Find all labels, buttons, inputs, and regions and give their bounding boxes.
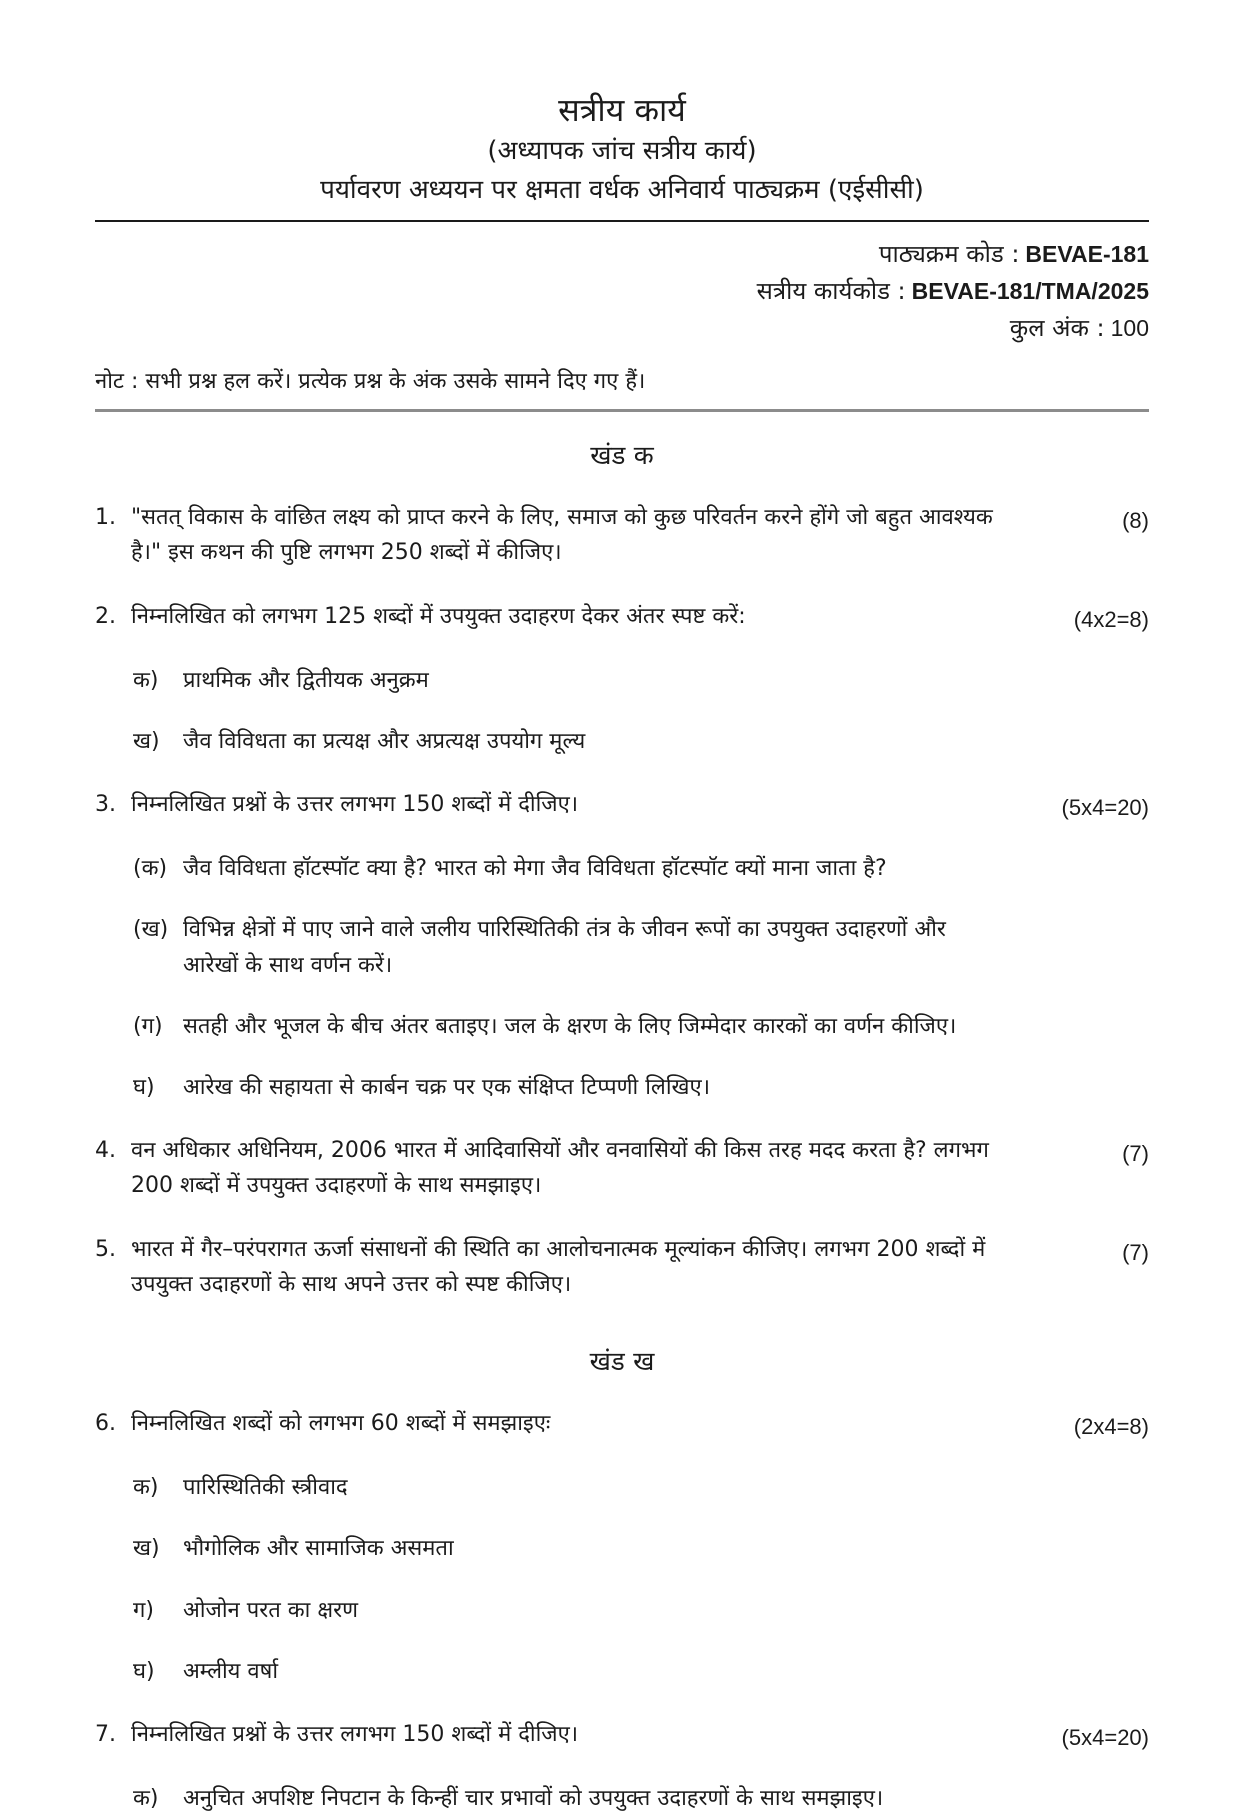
sub-question-3a (133, 851, 1149, 886)
sub-question-text: ओजोन परत का क्षरण (183, 1597, 359, 1623)
course-code-row (95, 236, 1149, 273)
section-a-heading: खंड क (590, 441, 654, 472)
sub-question-text: आरेख की सहायता से कार्बन चक्र पर एक संक्षिप्त टिप्पणी लिखिए। (183, 1075, 711, 1101)
section-b-heading: खंड ख (589, 1346, 655, 1377)
document-header (95, 90, 1149, 210)
sub-question-text: सतही और भूजल के बीच अंतर बताइए। जल के क्षरण के लिए जिम्मेदार कारकों का वर्णन कीजिए। (183, 1013, 957, 1039)
question-7 (95, 1717, 1149, 1755)
question-1 (95, 500, 1149, 570)
sub-question-marker: ख) (133, 1536, 160, 1562)
question-marks: (7) (1122, 1239, 1149, 1265)
note-divider (95, 409, 1149, 412)
sub-question-text: अम्लीय वर्षा (183, 1658, 279, 1684)
sub-question-text: पारिस्थितिकी स्त्रीवाद (183, 1475, 348, 1501)
sub-question-marker: (क) (133, 856, 168, 882)
question-marks: (2x4=8) (1073, 1413, 1149, 1439)
sub-question-marker: ख) (133, 728, 160, 754)
total-marks-value: 100 (1110, 314, 1149, 341)
sub-question-3b (133, 912, 1149, 982)
question-marks: (7) (1122, 1141, 1149, 1167)
question-number: 5. (95, 1236, 116, 1262)
question-text: निम्नलिखित को लगभग 125 शब्दों में उपयुक्त उदाहरण देकर अंतर स्पष्ट करें: (131, 603, 746, 629)
sub-question-text: प्राथमिक और द्वितीयक अनुक्रम (183, 667, 429, 693)
page-title: सत्रीय कार्य (558, 91, 686, 129)
question-text: निम्नलिखित प्रश्नों के उत्तर लगभग 150 शब्दों में दीजिए। (131, 1721, 579, 1747)
sub-question-marker: क) (133, 1786, 159, 1812)
sub-question-6c (133, 1593, 1149, 1628)
assignment-code-label: सत्रीय कार्यकोड : (756, 276, 906, 305)
question-3 (95, 787, 1149, 825)
sub-question-marker: घ) (133, 1658, 155, 1684)
sub-question-marker: क) (133, 667, 159, 693)
question-2 (95, 599, 1149, 637)
question-marks: (4x2=8) (1073, 606, 1149, 632)
sub-question-3d (133, 1070, 1149, 1105)
instruction-note: नोट : सभी प्रश्न हल करें। प्रत्येक प्रश्न के अंक उसके सामने दिए गए हैं। (95, 369, 646, 395)
question-marks: (5x4=20) (1061, 795, 1149, 821)
course-code-label: पाठ्यक्रम कोड : (878, 239, 1020, 268)
course-name-line: पर्यावरण अध्ययन पर क्षमता वर्धक अनिवार्य पाठ्यक्रम (एईसीसी) (320, 174, 924, 205)
sub-question-text: जैव विविधता का प्रत्यक्ष और अप्रत्यक्ष उपयोग मूल्य (183, 728, 586, 754)
question-text: "सतत् विकास के वांछित लक्ष्य को प्राप्त करने के लिए, समाज को कुछ परिवर्तन करने होंगे जो बहुत आवश्यक है।" इस कथन की पुष्टि लगभग 250 शब्दों में कीजिए। (131, 505, 993, 566)
total-marks-label: कुल अंक : (1009, 313, 1105, 342)
sub-question-6d (133, 1654, 1149, 1689)
question-number: 2. (95, 603, 116, 629)
question-number: 3. (95, 792, 116, 818)
sub-question-7a (133, 1781, 1149, 1816)
question-text: निम्नलिखित प्रश्नों के उत्तर लगभग 150 शब्दों में दीजिए। (131, 792, 579, 818)
course-code-value: BEVAE-181 (1025, 240, 1149, 267)
header-divider (95, 220, 1149, 222)
sub-question-marker: क) (133, 1475, 159, 1501)
question-6 (95, 1406, 1149, 1444)
page-subtitle: (अध्यापक जांच सत्रीय कार्य) (487, 135, 757, 166)
sub-question-6a (133, 1470, 1149, 1505)
course-meta-block (95, 236, 1149, 348)
question-text: भारत में गैर–परंपरागत ऊर्जा संसाधनों की स्थिति का आलोचनात्मक मूल्यांकन कीजिए। लगभग 200 शब्दों में उपयुक्त उदाहरणों के साथ अपने उत्तर को स्पष्ट कीजिए। (131, 1236, 986, 1297)
assignment-code-row (95, 273, 1149, 310)
question-text: वन अधिकार अधिनियम, 2006 भारत में आदिवासियों और वनवासियों की किस तरह मदद करता है? लगभग 200 शब्दों में उपयुक्त उदाहरणों के साथ समझाइए। (131, 1138, 989, 1199)
sub-question-marker: घ) (133, 1075, 155, 1101)
question-text: निम्नलिखित शब्दों को लगभग 60 शब्दों में समझाइएः (131, 1410, 551, 1436)
total-marks-row (95, 310, 1149, 347)
sub-question-text: विभिन्न क्षेत्रों में पाए जाने वाले जलीय पारिस्थितिकी तंत्र के जीवन रूपों का उपयुक्त उदाहरणों और आरेखों के साथ वर्णन करें। (183, 917, 946, 978)
sub-question-6b (133, 1531, 1149, 1566)
question-number: 7. (95, 1721, 116, 1747)
sub-question-text: भौगोलिक और सामाजिक असमता (183, 1536, 454, 1562)
question-marks: (5x4=20) (1061, 1724, 1149, 1750)
sub-question-text: जैव विविधता हॉटस्पॉट क्या है? भारत को मेगा जैव विविधता हॉटस्पॉट क्यों माना जाता है? (183, 856, 887, 882)
question-number: 1. (95, 505, 116, 531)
question-number: 6. (95, 1410, 116, 1436)
assignment-code-value: BEVAE-181/TMA/2025 (911, 277, 1149, 304)
sub-question-text: अनुचित अपशिष्ट निपटान के किन्हीं चार प्रभावों को उपयुक्त उदाहरणों के साथ समझाइए। (183, 1786, 884, 1812)
question-marks: (8) (1122, 508, 1149, 534)
question-number: 4. (95, 1138, 116, 1164)
sub-question-3c (133, 1009, 1149, 1044)
sub-question-marker: ग) (133, 1597, 154, 1623)
question-4 (95, 1133, 1149, 1203)
sub-question-marker: (ख) (133, 917, 169, 943)
sub-question-2a (133, 663, 1149, 698)
sub-question-2b (133, 724, 1149, 759)
question-5 (95, 1232, 1149, 1302)
sub-question-marker: (ग) (133, 1013, 163, 1039)
